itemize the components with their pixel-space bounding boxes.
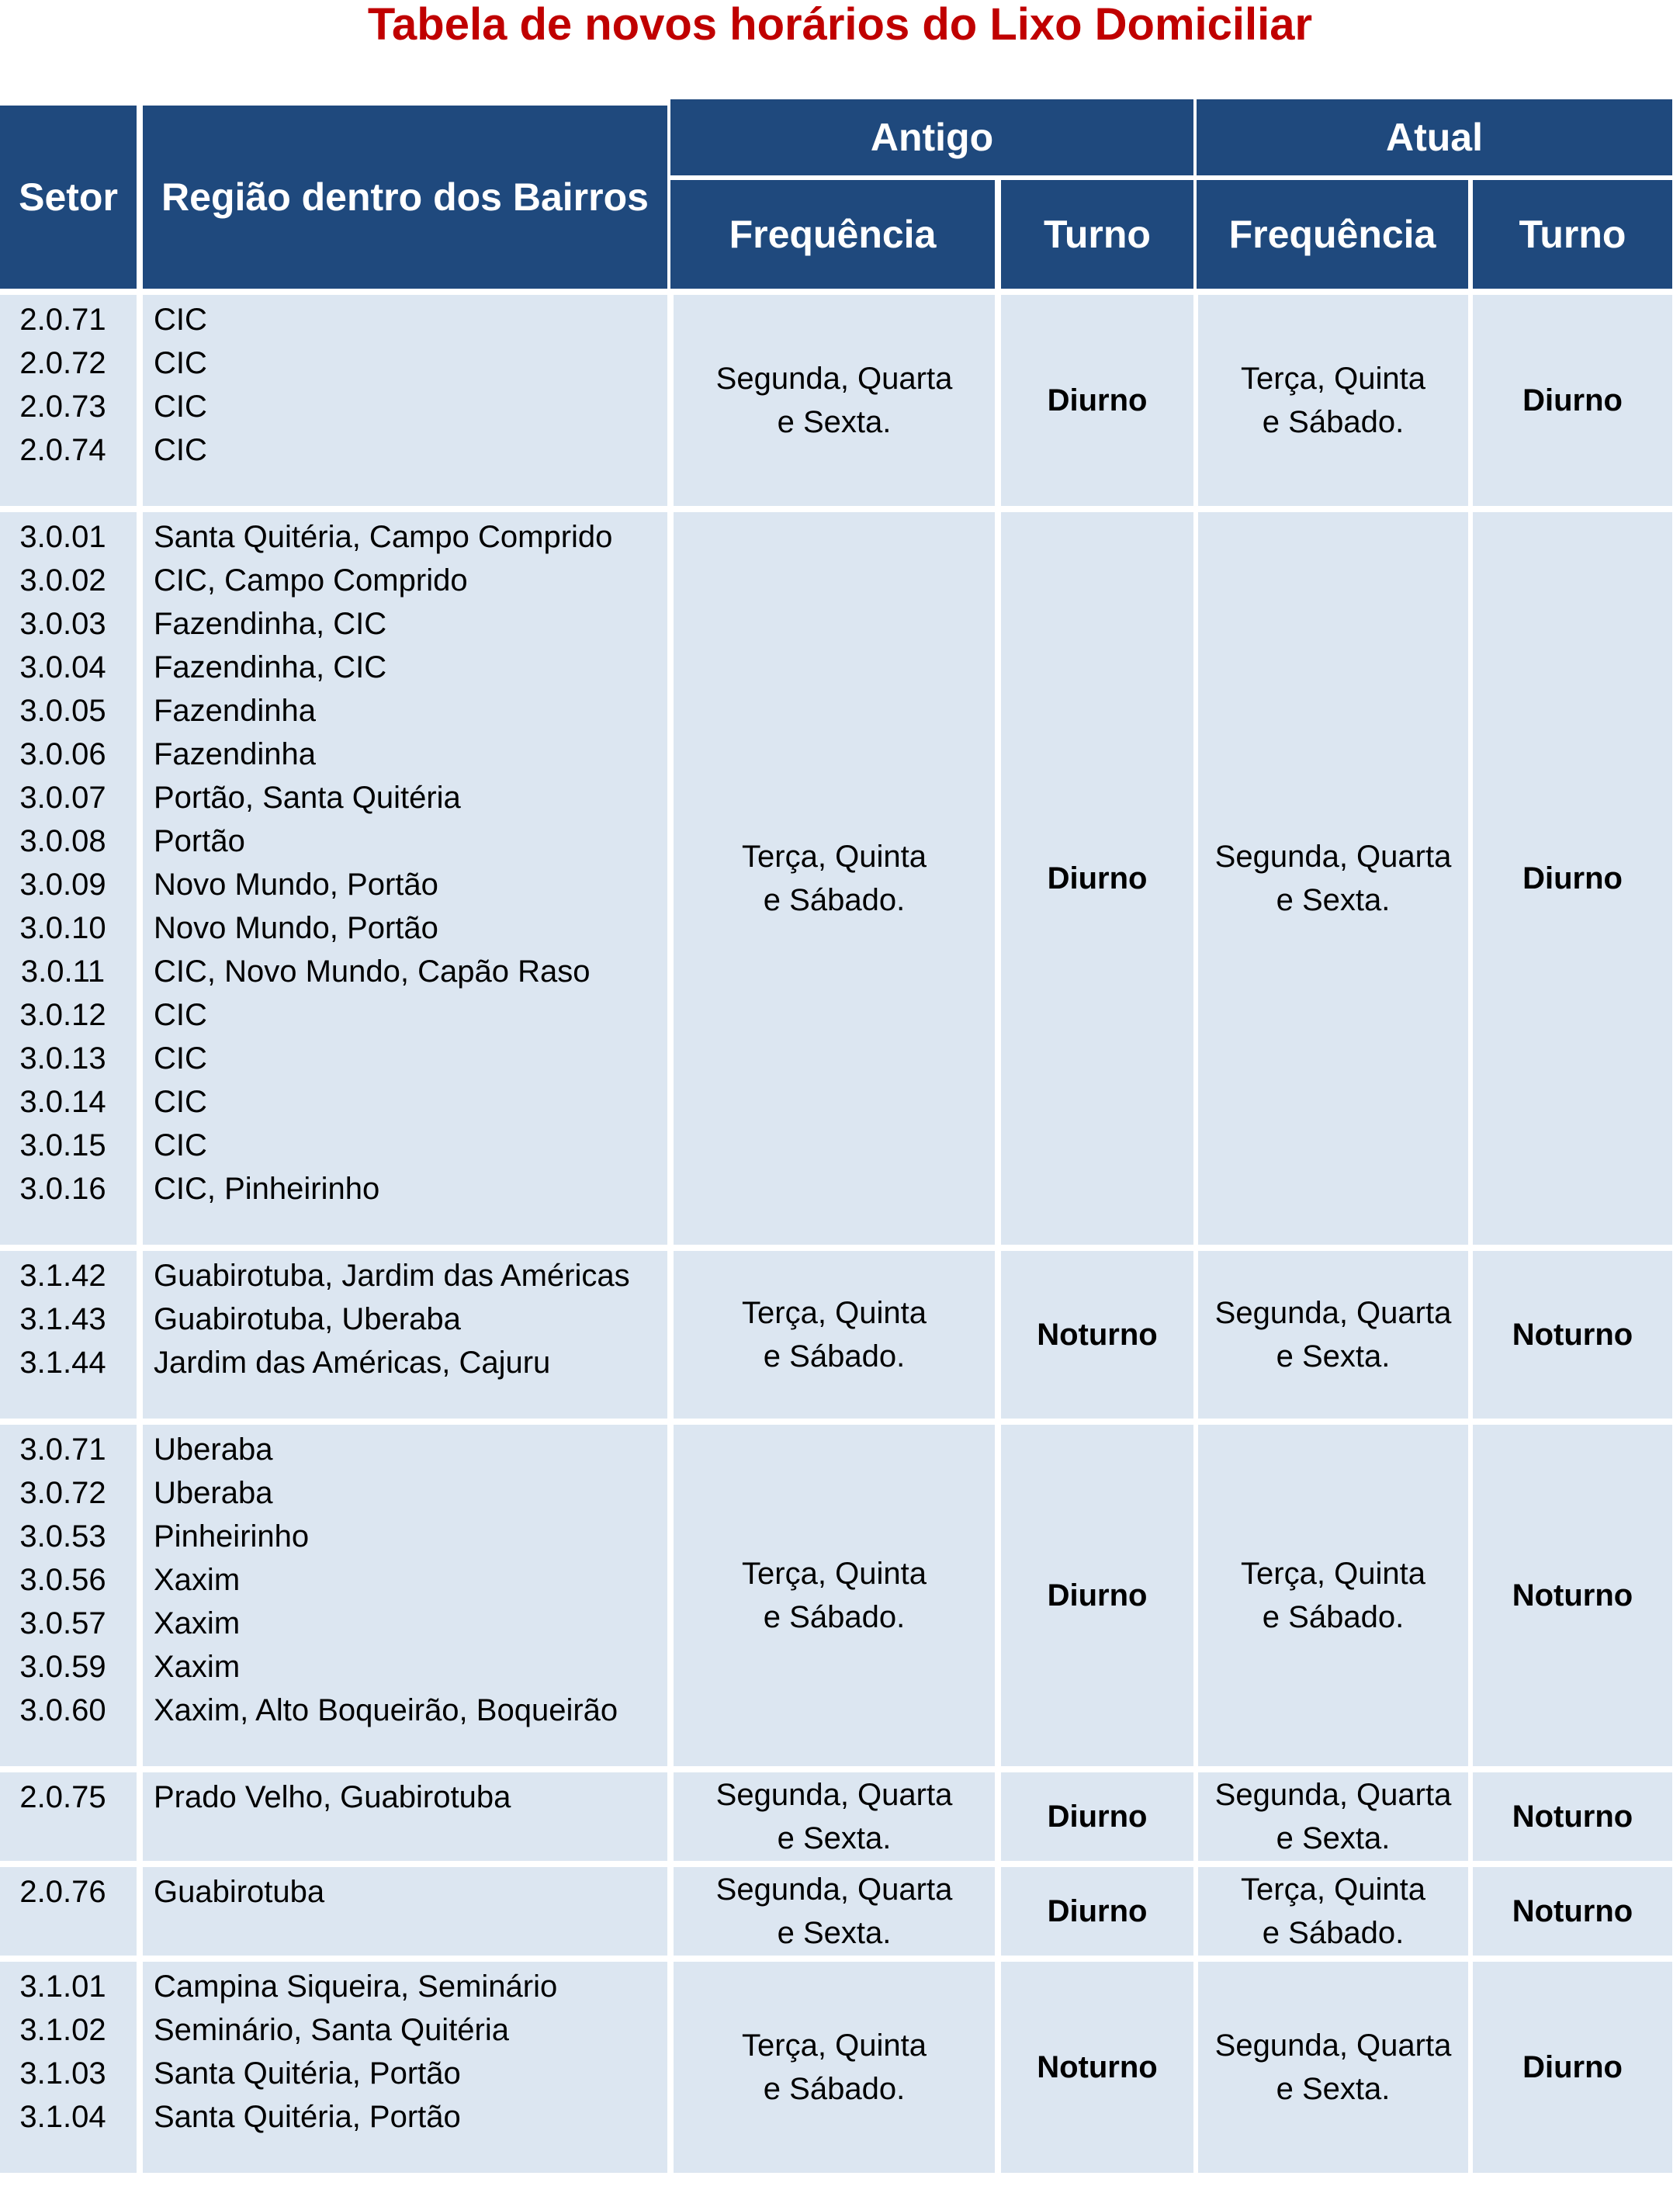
frequencia-line: e Sexta. [1276, 2072, 1391, 2106]
antigo-frequencia-cell [674, 1425, 995, 1766]
setor-cell [0, 1251, 137, 1419]
atual-turno-cell: Diurno [1473, 1962, 1672, 2173]
header-antigo: Antigo [670, 99, 1193, 175]
atual-turno-cell: Diurno [1473, 295, 1672, 506]
header-atual-turno: Turno [1473, 180, 1672, 289]
setor-code: 3.1.43 [19, 1302, 106, 1336]
regiao-name: CIC [154, 303, 207, 337]
regiao-cell [143, 1867, 667, 1956]
frequencia-line: e Sexta. [1276, 883, 1391, 917]
setor-cell [0, 1962, 137, 2173]
regiao-name: Novo Mundo, Portão [154, 911, 438, 945]
setor-cell [0, 295, 137, 506]
setor-code: 3.1.04 [19, 2100, 106, 2134]
setor-cell [0, 1425, 137, 1766]
frequencia-line: Terça, Quinta [1241, 362, 1425, 396]
antigo-frequencia-cell [674, 1772, 995, 1861]
atual-turno-cell: Noturno [1473, 1425, 1672, 1766]
atual-frequencia-cell [1198, 295, 1468, 506]
regiao-name: Prado Velho, Guabirotuba [154, 1780, 511, 1814]
regiao-name: CIC [154, 1085, 207, 1119]
atual-frequencia-cell [1198, 1772, 1468, 1861]
antigo-turno-cell: Noturno [1001, 1962, 1193, 2173]
regiao-name: Jardim das Américas, Cajuru [154, 1346, 551, 1380]
regiao-cell [143, 1772, 667, 1861]
antigo-turno-cell: Diurno [1001, 1867, 1193, 1956]
frequencia-line: Segunda, Quarta [715, 1872, 953, 1907]
setor-code: 3.0.09 [19, 868, 106, 902]
regiao-name: Guabirotuba, Jardim das Américas [154, 1259, 630, 1293]
antigo-frequencia-cell [674, 1962, 995, 2173]
setor-code: 3.1.02 [19, 2013, 106, 2047]
regiao-name: Fazendinha [154, 737, 317, 771]
page-title: Tabela de novos horários do Lixo Domiciliar [367, 0, 1313, 50]
regiao-name: Campina Siqueira, Seminário [154, 1969, 558, 2004]
atual-frequencia-cell [1198, 1425, 1468, 1766]
frequencia-line: Segunda, Quarta [715, 362, 953, 396]
frequencia-line: e Sábado. [763, 1600, 906, 1634]
regiao-name: Portão [154, 824, 245, 858]
regiao-cell [143, 295, 667, 506]
regiao-name: Seminário, Santa Quitéria [154, 2013, 510, 2047]
setor-code: 3.0.07 [19, 781, 106, 815]
antigo-turno-cell: Diurno [1001, 1772, 1193, 1861]
setor-code: 3.0.06 [19, 737, 106, 771]
regiao-name: CIC [154, 433, 207, 467]
header-regiao: Região dentro dos Bairros [143, 106, 667, 289]
setor-code: 3.0.12 [19, 998, 106, 1032]
antigo-turno-cell: Diurno [1001, 1425, 1193, 1766]
atual-frequencia-cell [1198, 512, 1468, 1245]
regiao-cell [143, 1962, 667, 2173]
frequencia-line: e Sexta. [777, 1916, 892, 1950]
frequencia-line: Segunda, Quarta [1214, 1296, 1452, 1330]
regiao-name: CIC, Pinheirinho [154, 1172, 380, 1206]
setor-code: 3.0.04 [19, 650, 106, 684]
setor-code: 3.0.53 [19, 1519, 106, 1554]
setor-code: 3.0.13 [19, 1041, 106, 1076]
antigo-turno-cell: Diurno [1001, 295, 1193, 506]
setor-cell [0, 512, 137, 1245]
setor-code: 3.1.42 [19, 1259, 106, 1293]
setor-code: 3.0.59 [19, 1650, 106, 1684]
frequencia-line: Terça, Quinta [1241, 1557, 1425, 1591]
regiao-name: CIC [154, 346, 207, 380]
frequencia-line: Terça, Quinta [742, 2028, 927, 2063]
atual-turno-cell: Noturno [1473, 1867, 1672, 1956]
setor-code: 2.0.72 [19, 346, 106, 380]
regiao-name: Novo Mundo, Portão [154, 868, 438, 902]
setor-code: 3.0.01 [19, 520, 106, 554]
atual-frequencia-cell [1198, 1867, 1468, 1956]
atual-turno-cell: Noturno [1473, 1251, 1672, 1419]
regiao-name: Santa Quitéria, Portão [154, 2056, 461, 2091]
header-antigo-frequencia: Frequência [670, 180, 995, 289]
atual-frequencia-cell [1198, 1962, 1468, 2173]
setor-code: 3.0.72 [19, 1476, 106, 1510]
setor-code: 3.0.14 [19, 1085, 106, 1119]
setor-code: 3.0.10 [19, 911, 106, 945]
frequencia-line: e Sábado. [1262, 1916, 1405, 1950]
regiao-name: CIC, Campo Comprido [154, 563, 468, 598]
antigo-frequencia-cell [674, 512, 995, 1245]
schedule-table [0, 99, 1680, 2185]
frequencia-line: Segunda, Quarta [715, 1778, 953, 1812]
regiao-name: Portão, Santa Quitéria [154, 781, 461, 815]
setor-code: 3.0.15 [19, 1128, 106, 1162]
setor-code: 3.0.57 [19, 1606, 106, 1640]
regiao-name: Fazendinha, CIC [154, 607, 387, 641]
regiao-name: Fazendinha, CIC [154, 650, 387, 684]
frequencia-line: Segunda, Quarta [1214, 2028, 1452, 2063]
setor-code: 3.0.08 [19, 824, 106, 858]
setor-code: 3.1.01 [19, 1969, 106, 2004]
setor-code: 3.0.02 [19, 563, 106, 598]
header-setor: Setor [0, 106, 137, 289]
setor-code: 3.1.44 [19, 1346, 106, 1380]
regiao-name: Guabirotuba, Uberaba [154, 1302, 461, 1336]
frequencia-line: e Sábado. [763, 2072, 906, 2106]
header-atual: Atual [1197, 99, 1672, 175]
regiao-name: Uberaba [154, 1476, 273, 1510]
setor-code: 3.0.16 [19, 1172, 106, 1206]
frequencia-line: Segunda, Quarta [1214, 840, 1452, 874]
regiao-name: Fazendinha [154, 694, 317, 728]
setor-code: 3.1.03 [19, 2056, 106, 2091]
setor-code: 2.0.75 [19, 1780, 106, 1814]
antigo-turno-cell: Diurno [1001, 512, 1193, 1245]
setor-code: 3.0.60 [19, 1693, 106, 1727]
setor-code: 3.0.71 [19, 1433, 106, 1467]
regiao-name: CIC [154, 390, 207, 424]
header-atual-frequencia: Frequência [1197, 180, 1468, 289]
regiao-name: Pinheirinho [154, 1519, 310, 1554]
setor-code: 2.0.74 [19, 433, 106, 467]
regiao-name: Santa Quitéria, Campo Comprido [154, 520, 613, 554]
setor-code: 3.0.05 [19, 694, 106, 728]
setor-code: 2.0.76 [19, 1875, 106, 1909]
regiao-name: Xaxim [154, 1563, 241, 1597]
atual-turno-cell: Diurno [1473, 512, 1672, 1245]
setor-cell [0, 1867, 137, 1956]
antigo-frequencia-cell [674, 1251, 995, 1419]
frequencia-line: Terça, Quinta [742, 840, 927, 874]
regiao-cell [143, 1251, 667, 1419]
frequencia-line: Terça, Quinta [742, 1296, 927, 1330]
frequencia-line: e Sábado. [1262, 405, 1405, 439]
frequencia-line: Terça, Quinta [742, 1557, 927, 1591]
regiao-cell [143, 512, 667, 1245]
atual-frequencia-cell [1198, 1251, 1468, 1419]
setor-code: 3.0.11 [20, 954, 106, 989]
frequencia-line: e Sábado. [1262, 1600, 1405, 1634]
regiao-name: CIC, Novo Mundo, Capão Raso [154, 954, 591, 989]
frequencia-line: e Sexta. [1276, 1821, 1391, 1855]
frequencia-line: Segunda, Quarta [1214, 1778, 1452, 1812]
frequencia-line: e Sábado. [763, 883, 906, 917]
setor-cell [0, 1772, 137, 1861]
regiao-name: CIC [154, 1128, 207, 1162]
frequencia-line: e Sexta. [777, 405, 892, 439]
setor-code: 2.0.71 [19, 303, 106, 337]
frequencia-line: e Sábado. [763, 1339, 906, 1374]
regiao-name: CIC [154, 998, 207, 1032]
regiao-name: Xaxim [154, 1606, 241, 1640]
antigo-frequencia-cell [674, 1867, 995, 1956]
frequencia-line: e Sexta. [1276, 1339, 1391, 1374]
header-antigo-turno: Turno [1001, 180, 1193, 289]
frequencia-line: Terça, Quinta [1241, 1872, 1425, 1907]
regiao-name: CIC [154, 1041, 207, 1076]
regiao-name: Santa Quitéria, Portão [154, 2100, 461, 2134]
antigo-frequencia-cell [674, 295, 995, 506]
frequencia-line: e Sexta. [777, 1821, 892, 1855]
antigo-turno-cell: Noturno [1001, 1251, 1193, 1419]
regiao-name: Xaxim [154, 1650, 241, 1684]
regiao-name: Uberaba [154, 1433, 273, 1467]
regiao-cell [143, 1425, 667, 1766]
setor-code: 2.0.73 [19, 390, 106, 424]
atual-turno-cell: Noturno [1473, 1772, 1672, 1861]
setor-code: 3.0.56 [19, 1563, 106, 1597]
regiao-name: Guabirotuba [154, 1875, 325, 1909]
regiao-name: Xaxim, Alto Boqueirão, Boqueirão [154, 1693, 618, 1727]
setor-code: 3.0.03 [19, 607, 106, 641]
